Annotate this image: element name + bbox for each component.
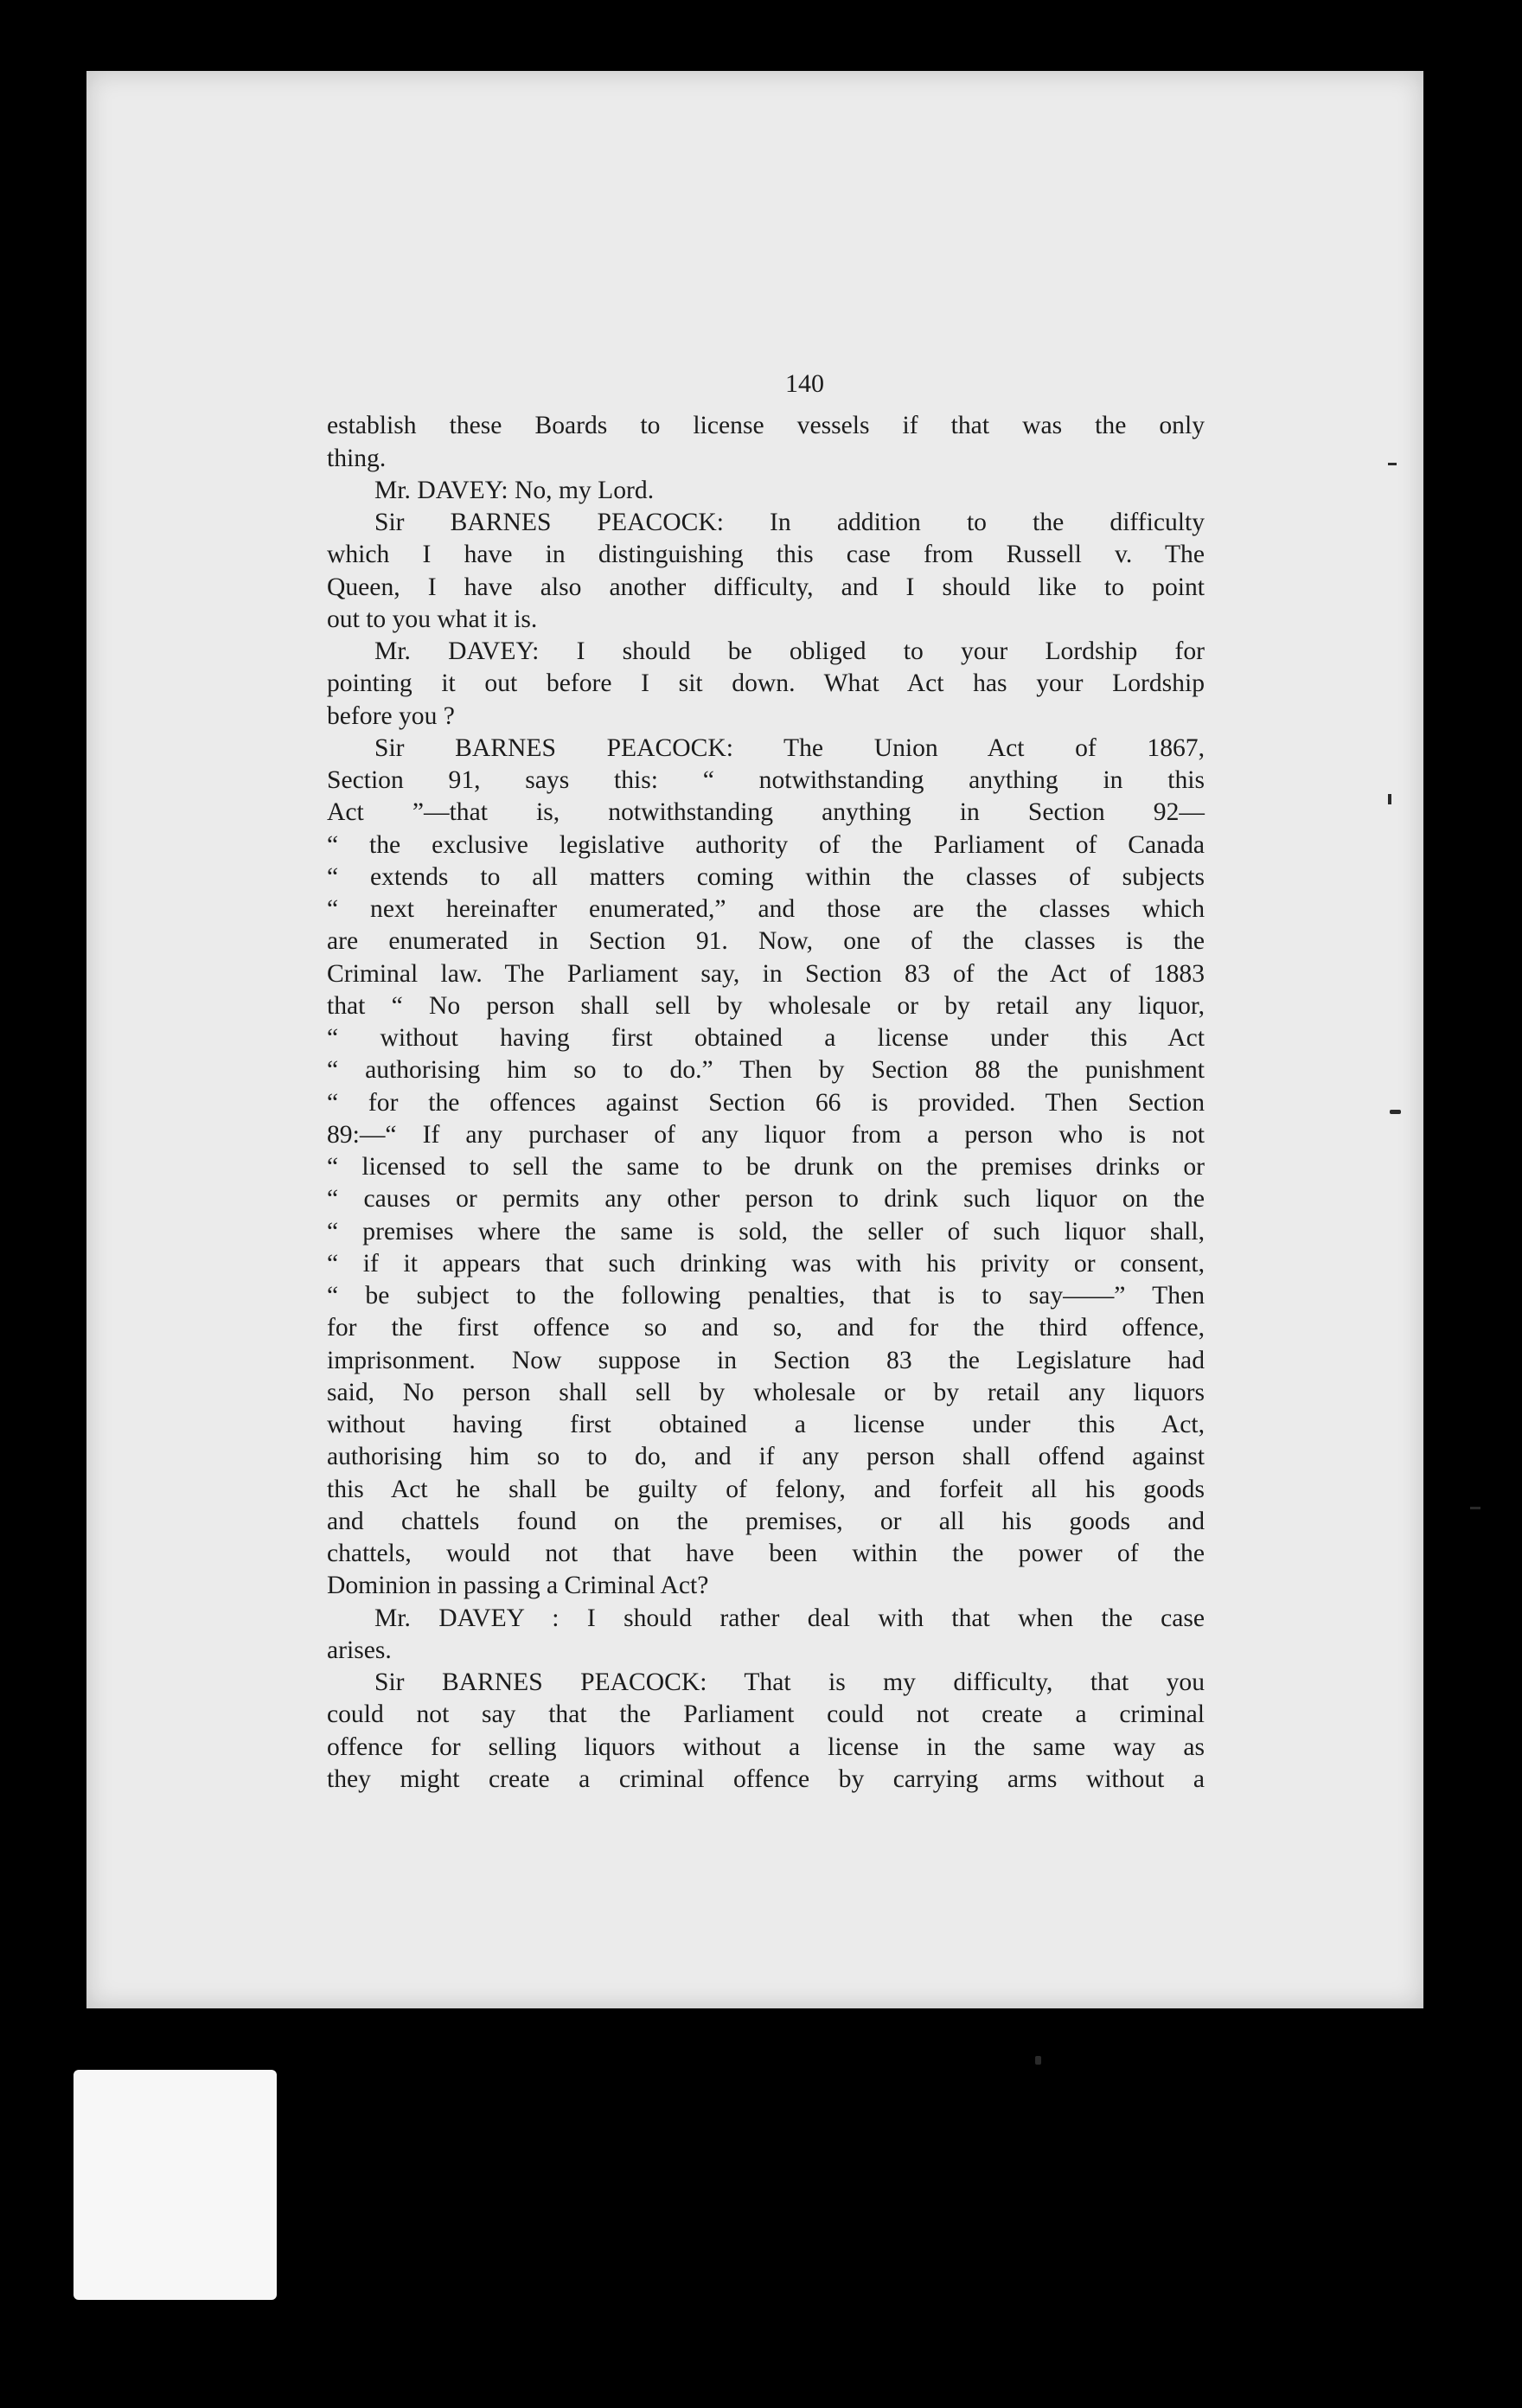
text-line: Sir BARNES PEACOCK: In addition to the difficulty — [374, 509, 1205, 536]
margin-mark — [1388, 463, 1397, 465]
text-line: “ causes or permits any other person to drink such liquor on the — [327, 1185, 1205, 1214]
text-line: out to you what it is. — [327, 605, 538, 633]
text-line: Criminal law. The Parliament say, in Section 83 of the Act of 1883 — [327, 959, 1205, 988]
text-line: Dominion in passing a Criminal Act? — [327, 1572, 709, 1600]
text-line: without having first obtained a license under this Act, — [327, 1411, 1205, 1438]
text-line: “ authorising him so to do.” Then by Section 88 the punishment — [327, 1056, 1205, 1085]
text-line: they might create a criminal offence by carrying arms without a — [327, 1764, 1205, 1793]
text-line: could not say that the Parliament could not create a criminal — [327, 1700, 1205, 1729]
text-line: Sir BARNES PEACOCK: That is my difficulty, that you — [374, 1668, 1205, 1696]
text-line: offence for selling liquors without a license in the same way as — [327, 1732, 1205, 1761]
text-line: said, No person shall sell by wholesale or by retail any liquors — [327, 1378, 1205, 1406]
text-line: Queen, I have also another difficulty, and I should like to point — [327, 573, 1205, 601]
text-line: “ the exclusive legislative authority of the Parliament of Canada — [327, 830, 1205, 859]
text-line: imprisonment. Now suppose in Section 83 the Legislature had — [327, 1346, 1205, 1374]
text-line: Mr. DAVEY: I should be obliged to your Lordship for — [374, 637, 1205, 665]
margin-mark — [1390, 1110, 1401, 1114]
text-line: 89:—“ If any purchaser of any liquor from a person who is not — [327, 1120, 1205, 1149]
text-line: establish these Boards to license vessels if that was the only — [327, 412, 1205, 440]
page-number: 140 — [785, 369, 824, 398]
text-line: arises. — [327, 1636, 392, 1664]
text-line: authorising him so to do, and if any person shall offend against — [327, 1443, 1205, 1471]
text-line: Mr. DAVEY : I should rather deal with that when the case — [374, 1604, 1205, 1632]
film-frame-label — [74, 2070, 277, 2300]
text-line: “ extends to all matters coming within the classes of subjects — [327, 862, 1205, 891]
text-line: which I have in distinguishing this case from Russell v. The — [327, 541, 1205, 569]
text-line: chattels, would not that have been within the power of the — [327, 1540, 1205, 1567]
text-line: “ for the offences against Section 66 is provided. Then Section — [327, 1088, 1205, 1117]
text-line: for the first offence so and so, and for the third offence, — [327, 1314, 1205, 1342]
margin-mark — [1470, 1507, 1480, 1509]
text-line: “ be subject to the following penalties, that is to say——” Then — [327, 1282, 1205, 1310]
text-line: that “ No person shall sell by wholesale or by retail any liquor, — [327, 991, 1205, 1020]
text-line: “ without having first obtained a license under this Act — [327, 1024, 1205, 1052]
text-line: this Act he shall be guilty of felony, and forfeit all his goods — [327, 1475, 1205, 1503]
page-text — [327, 368, 1205, 1796]
margin-mark — [1388, 794, 1391, 804]
text-line: “ if it appears that such drinking was with his privity or consent, — [327, 1249, 1205, 1278]
text-line: are enumerated in Section 91. Now, one of the classes is the — [327, 927, 1205, 956]
text-line: “ licensed to sell the same to be drunk on the premises drinks or — [327, 1153, 1205, 1181]
text-line: Section 91, says this: “ notwithstanding anything in this — [327, 766, 1205, 794]
margin-mark — [1035, 2056, 1041, 2065]
text-line: “ premises where the same is sold, the seller of such liquor shall, — [327, 1217, 1205, 1246]
text-line: before you ? — [327, 701, 455, 730]
text-line: “ next hereinafter enumerated,” and those are the classes which — [327, 895, 1205, 923]
text-line: and chattels found on the premises, or all his goods and — [327, 1507, 1205, 1535]
text-line: Act ”—that is, notwithstanding anything in Section 92— — [327, 798, 1205, 827]
text-line: pointing it out before I sit down. What Act has your Lordship — [327, 669, 1205, 698]
text-line: Mr. DAVEY: No, my Lord. — [374, 476, 655, 504]
text-line: Sir BARNES PEACOCK: The Union Act of 1867, — [374, 733, 1205, 762]
text-line: thing. — [327, 444, 387, 472]
